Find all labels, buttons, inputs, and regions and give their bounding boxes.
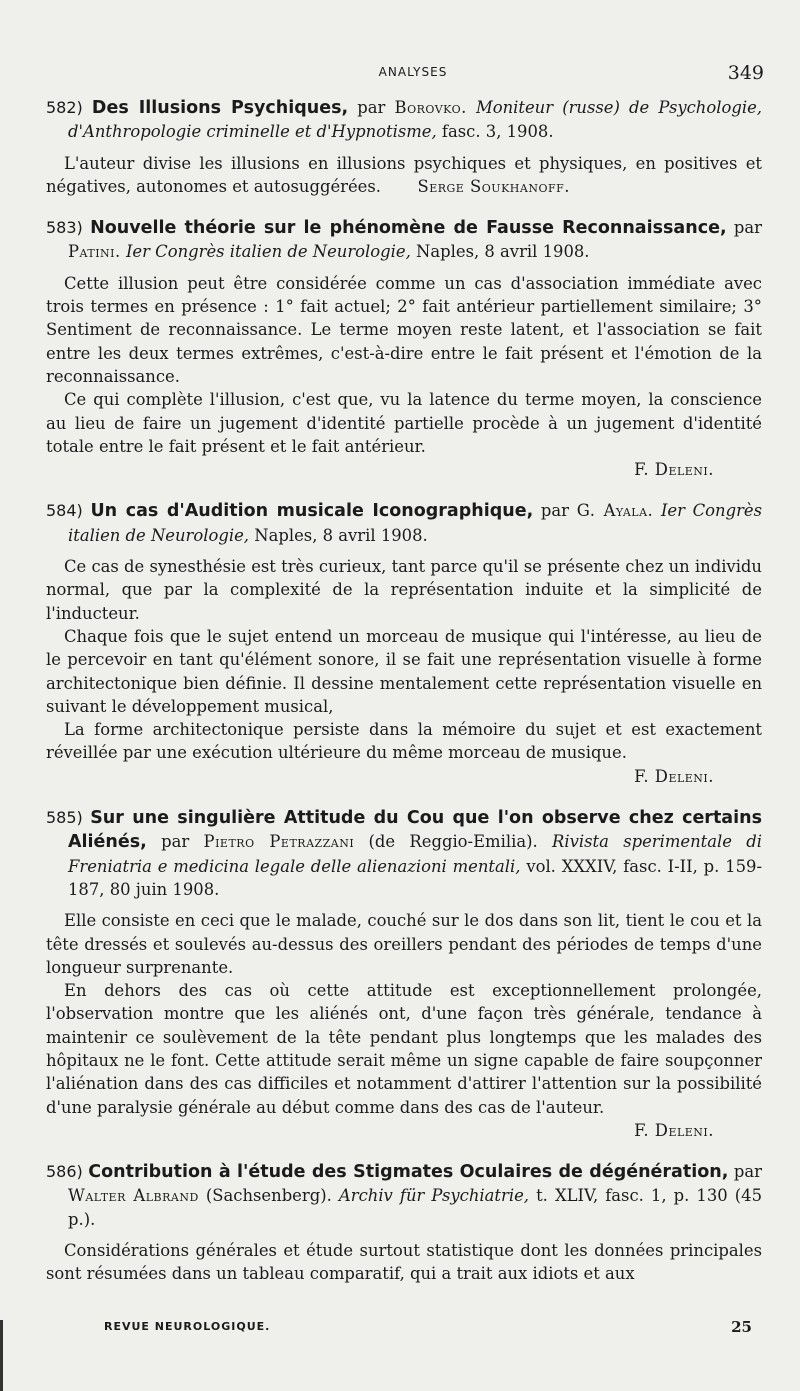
- entry-affiliation: (Sachsenberg).: [205, 1186, 332, 1206]
- entry-author: Borovko.: [394, 98, 467, 117]
- entry-headline: Des Illusions Psychiques,: [91, 98, 349, 118]
- entry-title: [46, 499, 762, 547]
- entry-title: [46, 216, 762, 264]
- entry-headline: Sur une singulière Attitude du Cou que l'on observe chez certains Aliénés,: [68, 808, 762, 853]
- entry-number: 585): [46, 808, 83, 828]
- sheet-number: 25: [731, 1318, 752, 1336]
- entry-paragraph: Cette illusion peut être considérée comme un cas d'association immédiate avec trois termes en présence : 1° fait actuel; 2° fait antérieur partiellement similaire; 3° Sentiment de reconnaissance. Le terme moyen reste latent, et l'association se fait entre les deux termes extrêmes, c'est-à-dire entre le fait présent et l'émotion de la reconnaissance.: [46, 273, 762, 386]
- entry-paragraph: La forme architectonique persiste dans la mémoire du sujet et est exactement réveillée par une exécution ultérieure du même morceau de musique.: [46, 720, 762, 763]
- entry-details: t. XLIV, fasc. 1, p. 130 (45 p.).: [68, 1186, 763, 1229]
- entry-author: Pietro Petrazzani: [203, 832, 355, 852]
- page-number: 349: [727, 62, 764, 84]
- entry-author: Patini.: [68, 242, 121, 262]
- entry-source: Ier Congrès italien de Neurologie,: [68, 501, 763, 545]
- entry-headline: Contribution à l'étude des Stigmates Oculaires de dégénération,: [88, 1162, 729, 1183]
- entry-headline: Un cas d'Audition musicale Iconographique,: [90, 501, 534, 522]
- running-head: [62, 62, 764, 82]
- entry-headline: Nouvelle théorie sur le phénomène de Fausse Reconnaissance,: [90, 218, 727, 239]
- entry-details: Naples, 8 avril 1908.: [416, 242, 590, 262]
- entry-signature: F. Deleni.: [634, 766, 714, 786]
- entry-584: [46, 499, 762, 788]
- entry-paragraph: Ce qui complète l'illusion, c'est que, vu la latence du terme moyen, la conscience au lieu de faire un jugement d'identité partielle procède à un jugement d'identité totale entre le fait présent et le fait antérieur.: [46, 390, 762, 456]
- entry-details: vol. XXXIV, fasc. I-II, p. 159-187, 80 juin 1908.: [68, 856, 762, 899]
- entry-582: [46, 96, 762, 198]
- entry-signature: Serge Soukhanoff.: [417, 176, 570, 196]
- page-footer: [104, 1318, 752, 1338]
- binding-edge: [0, 1320, 3, 1391]
- entry-583: [46, 216, 762, 481]
- entry-by: par: [161, 832, 190, 852]
- entry-paragraph: Ce cas de synesthésie est très curieux, tant parce qu'il se présente chez un individu normal, que par la complexité de la représentation induite et la simplicité de l'inducteur.: [46, 557, 762, 623]
- entry-by: par: [733, 218, 763, 238]
- entry-details: Naples, 8 avril 1908.: [254, 525, 428, 545]
- entry-signature: F. Deleni.: [634, 1120, 714, 1140]
- entry-affiliation: (de Reggio-Emilia).: [368, 832, 538, 852]
- entry-author: G. Ayala.: [576, 501, 654, 521]
- analyses-content: [46, 96, 762, 1286]
- entry-paragraph: En dehors des cas où cette attitude est exceptionnellement prolongée, l'observation montre que les aliénés ont, d'une façon très générale, tendance à maintenir ce soulèvement de la tête pendant plus longtemps que les malades des hôpitaux ne le font. Cette attitude serait même un signe capable de faire soupçonner l'aliénation dans des cas difficiles et notamment d'attirer l'attention sur la possibilité d'une paralysie générale au début comme dans des cas de l'auteur.: [46, 981, 762, 1117]
- entry-number: 584): [46, 501, 83, 521]
- entry-signature: F. Deleni.: [634, 460, 714, 480]
- entry-586: [46, 1160, 762, 1285]
- entry-by: par: [357, 98, 386, 117]
- entry-paragraph: L'auteur divise les illusions en illusions psychiques et physiques, en positives et négatives, autonomes et autosuggérées. Serge Soukhanoff.: [46, 153, 762, 196]
- entry-number: 586): [46, 1162, 83, 1182]
- entry-number: 583): [46, 218, 83, 238]
- entry-author: Walter Albrand: [68, 1186, 199, 1206]
- entry-number: 582): [46, 98, 83, 117]
- entry-source: Archiv für Psychiatrie,: [338, 1186, 529, 1206]
- journal-name: REVUE NEUROLOGIQUE.: [104, 1320, 271, 1333]
- entry-paragraph: Considérations générales et étude surtout statistique dont les données principales sont résumées dans un tableau comparatif, qui a trait aux idiots et aux: [46, 1241, 762, 1284]
- entry-paragraph: Elle consiste en ceci que le malade, couché sur le dos dans son lit, tient le cou et la tête dressés et soulevés au-dessus des oreillers pendant des périodes de temps d'une longueur surprenante.: [46, 911, 762, 977]
- entry-title: [46, 1160, 762, 1231]
- entry-source: Ier Congrès italien de Neurologie,: [125, 242, 411, 262]
- entry-by: par: [733, 1162, 762, 1182]
- entry-title: [46, 806, 762, 901]
- entry-details: fasc. 3, 1908.: [441, 122, 554, 142]
- entry-by: par: [540, 501, 570, 521]
- entry-title: [46, 96, 762, 144]
- section-title: ANALYSES: [378, 65, 448, 79]
- entry-source: Moniteur (russe) de Psychologie, d'Anthropologie criminelle et d'Hypnotisme,: [68, 98, 762, 142]
- entry-paragraph: Chaque fois que le sujet entend un morceau de musique qui l'intéresse, au lieu de le percevoir en tant qu'élément sonore, il se fait une représentation visuelle à forme architectonique bien définie. Il dessine mentalement cette représentation visuelle en suivant le développement musical,: [46, 626, 762, 716]
- entry-source: Rivista sperimentale di Freniatria e medicina legale delle alienazioni mentali,: [68, 832, 763, 876]
- entry-585: [46, 806, 762, 1142]
